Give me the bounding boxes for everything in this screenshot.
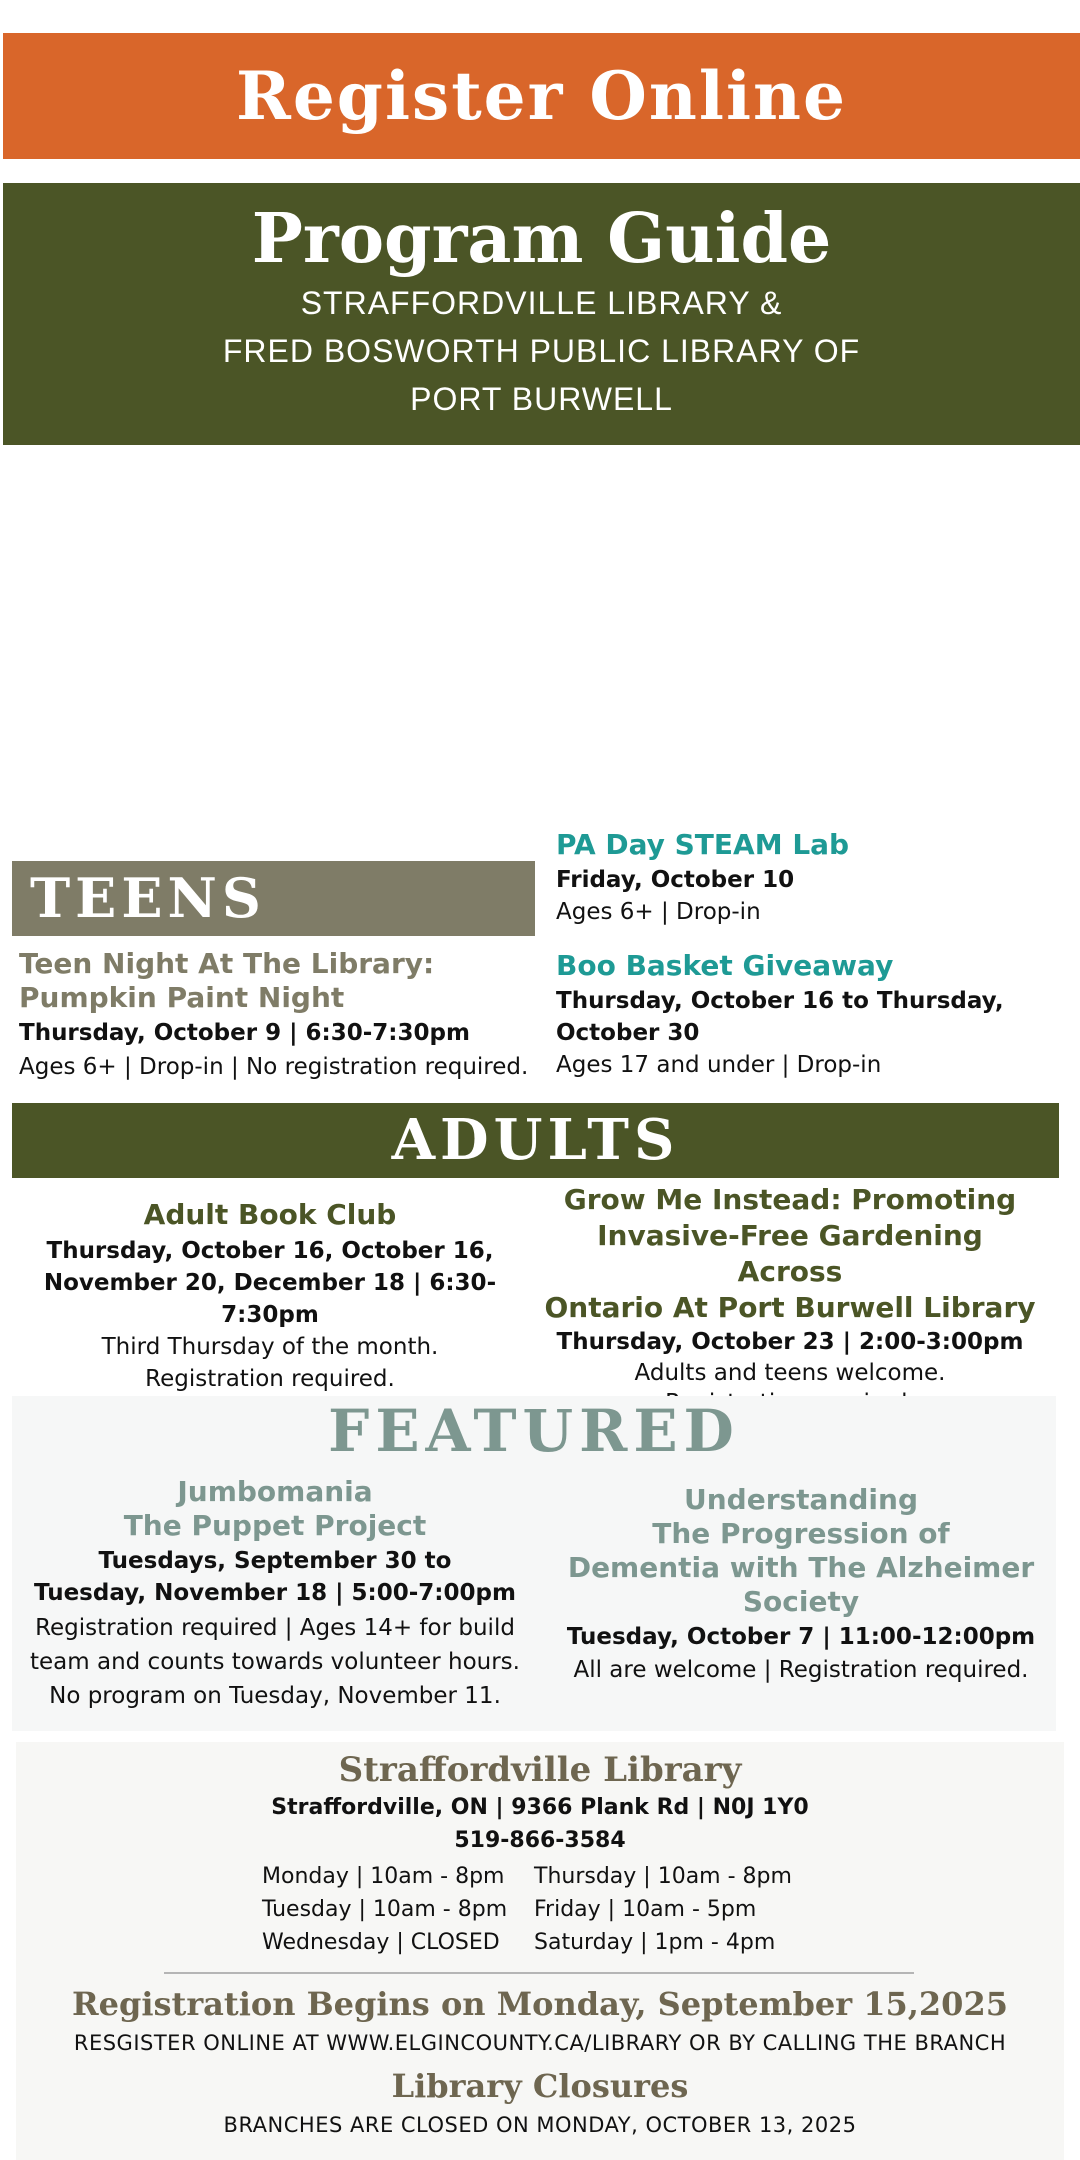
event-title: Society [742, 1585, 860, 1618]
event-title: Dementia with The Alzheimer [567, 1551, 1035, 1584]
program-guide-title: Program Guide [251, 199, 832, 279]
event-note: Third Thursday of the month. [101, 1334, 439, 1360]
event-note: Registration required. [145, 1366, 395, 1392]
event-note: No program on Tuesday, November 11. [49, 1683, 501, 1709]
branch-address: Straffordville, ON | 9366 Plank Rd | N0J 1Y0 [271, 1795, 809, 1820]
registration-title: Registration Begins on Monday, September 15,2025 [72, 1985, 1008, 2023]
guide-subtitle-line: STRAFFORDVILLE LIBRARY & [300, 285, 783, 321]
event-note: team and counts towards volunteer hours. [30, 1649, 520, 1675]
event-title: The Puppet Project [123, 1509, 427, 1542]
event-title: Boo Basket Giveaway [556, 949, 894, 982]
guide-subtitle-line: FRED BOSWORTH PUBLIC LIBRARY OF [222, 333, 861, 369]
boo-basket-event [556, 949, 1076, 1081]
hours-line: Monday | 10am - 8pm [262, 1864, 505, 1889]
hours-line: Thursday | 10am - 8pm [534, 1864, 792, 1889]
pa-day-event [556, 828, 1076, 928]
event-date: Thursday, October 9 | 6:30-7:30pm [19, 1020, 470, 1046]
teens-section-header [12, 861, 535, 936]
event-note: Adults and teens welcome. [634, 1360, 946, 1386]
event-date: Thursday, October 16 to Thursday, [556, 988, 1004, 1014]
registration-note[interactable]: RESGISTER ONLINE AT WWW.ELGINCOUNTY.CA/LIBRARY OR BY CALLING THE BRANCH [73, 2031, 1007, 2055]
hours-line: Wednesday | CLOSED [262, 1930, 500, 1955]
event-date: Thursday, October 16, October 16, [46, 1238, 494, 1264]
event-note: Ages 6+ | Drop-in [556, 899, 761, 925]
closures-title: Library Closures [391, 2067, 689, 2105]
event-date: October 30 [556, 1020, 700, 1046]
event-note: Ages 17 and under | Drop-in [556, 1052, 882, 1078]
event-date: Friday, October 10 [556, 867, 795, 893]
adults-section-header [12, 1103, 1059, 1178]
hours-line: Tuesday | 10am - 8pm [262, 1897, 508, 1922]
featured-section [12, 1396, 1056, 1731]
hours-line: Friday | 10am - 5pm [534, 1897, 757, 1922]
teen-night-event [19, 947, 549, 1083]
hours-right-column [534, 1860, 824, 1959]
section-divider [164, 1972, 914, 1974]
event-date: November 20, December 18 | 6:30-7:30pm [43, 1270, 497, 1328]
event-date: Tuesday, November 18 | 5:00-7:00pm [34, 1580, 516, 1606]
branch-info-section [16, 1742, 1064, 2160]
event-date: Tuesdays, September 30 to [98, 1548, 452, 1574]
register-online-title: Register Online [235, 57, 848, 135]
event-title: The Progression of [652, 1517, 950, 1550]
grow-me-instead-event [540, 1182, 1040, 1418]
teens-heading: TEENS [30, 866, 266, 930]
dementia-event [546, 1483, 1056, 1687]
event-note: Ages 6+ | Drop-in | No registration required. [19, 1054, 529, 1080]
event-note: All are welcome | Registration required. [573, 1657, 1029, 1683]
event-title: Teen Night At The Library: [19, 947, 435, 980]
event-title: Understanding [683, 1483, 918, 1516]
register-online-banner[interactable] [3, 33, 1080, 159]
closures-note: BRANCHES ARE CLOSED ON MONDAY, OCTOBER 13, 2025 [223, 2113, 857, 2137]
event-title: Ontario At Port Burwell Library [544, 1291, 1036, 1324]
hours-line: Saturday | 1pm - 4pm [534, 1930, 776, 1955]
event-title: Adult Book Club [143, 1198, 397, 1231]
branch-name: Straffordville Library [338, 1750, 742, 1790]
event-note: Registration required | Ages 14+ for build [35, 1615, 515, 1641]
event-title: PA Day STEAM Lab [556, 828, 850, 861]
event-date: Tuesday, October 7 | 11:00-12:00pm [566, 1624, 1036, 1650]
event-title: Jumbomania [177, 1475, 373, 1508]
event-title: Pumpkin Paint Night [19, 981, 345, 1014]
event-title: Invasive-Free Gardening Across [597, 1219, 983, 1288]
jumbomania-event [20, 1475, 530, 1713]
event-date: Thursday, October 23 | 2:00-3:00pm [556, 1329, 1024, 1355]
adults-heading: ADULTS [391, 1107, 680, 1173]
featured-heading: FEATURED [328, 1397, 740, 1465]
adult-book-club-event [10, 1197, 530, 1395]
program-guide-banner [3, 183, 1080, 445]
guide-subtitle-line: PORT BURWELL [410, 381, 673, 417]
hours-left-column [262, 1860, 532, 1959]
branch-phone[interactable]: 519-866-3584 [454, 1828, 626, 1853]
event-title: Grow Me Instead: Promoting [563, 1183, 1017, 1216]
